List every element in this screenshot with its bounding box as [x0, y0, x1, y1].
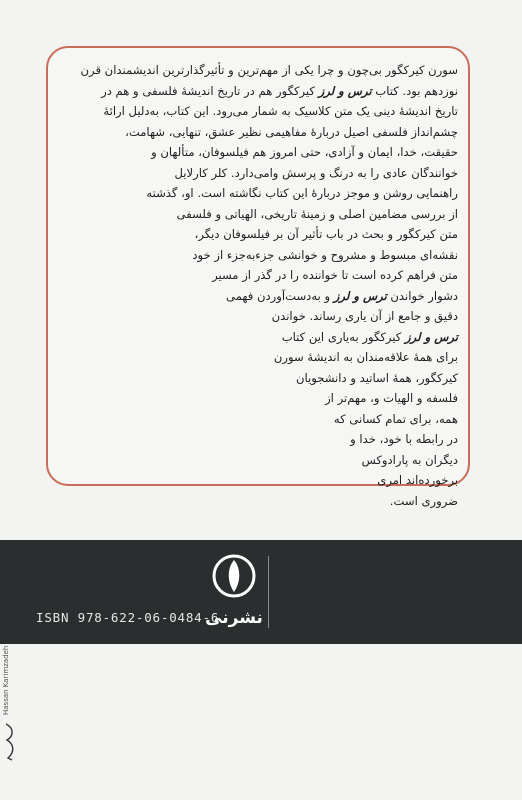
- blurb-line: از بررسی مضامین اصلی و زمینهٔ تاریخی، الهیاتی و فلسفی: [176, 206, 458, 221]
- blurb-text: [66, 60, 458, 511]
- blurb-line: دشوار خواندن ترس و لرز و به‌دست‌آوردن فهمی: [226, 288, 458, 303]
- blurb-line: همه، برای تمام کسانی که: [333, 411, 458, 426]
- blurb-line: ترس و لرز کیرکگور به‌یاری این کتاب: [281, 329, 458, 344]
- blurb-line: فلسفه و الهیات و، مهم‌تر از: [325, 391, 458, 405]
- designer-credit: Hassan Karimzadeh: [2, 645, 10, 715]
- designer-signature-icon: [2, 722, 18, 762]
- blurb-line: متن کیرکگور و بحث در باب تأثیر آن بر فیلسوفان دیگر،: [194, 227, 458, 241]
- blurb-line: راهنمایی روشن و موجز دربارهٔ این کتاب نگاشته است. او، گذشته: [146, 186, 458, 200]
- blurb-line: تاریخ اندیشهٔ دینی یک متن کلاسیک به شمار می‌رود. این کتاب، به‌دلیل ارائهٔ: [103, 104, 458, 118]
- blurb-line: ضروری است.: [389, 493, 458, 508]
- blurb-line: دیگران به پارادوکس: [361, 452, 458, 467]
- blurb-line: چشم‌انداز فلسفی اصیل دربارهٔ مفاهیمی نظیر عشق، تنهایی، شهامت،: [125, 124, 458, 139]
- blurb-line: در رابطه با خود، خدا و: [350, 432, 458, 446]
- blurb-line: نوزدهم بود. کتاب ترس و لرز کیرکگور هم در تاریخ اندیشهٔ فلسفی و هم در: [101, 83, 458, 98]
- blurb-line: نقشه‌ای مبسوط و مشروح و خوانشی جزءبه‌جزء از خود: [192, 247, 458, 262]
- blurb-line: خوانندگان عادی را به درنگ و پرسش وامی‌دارد. کلر کارلایل: [174, 165, 458, 180]
- publisher-name: نشرنی: [205, 608, 263, 628]
- band-divider: [268, 556, 269, 628]
- blurb-line: برای همهٔ علاقه‌مندان به اندیشهٔ سورن: [273, 350, 458, 364]
- blurb-line: سورن کیرکگور بی‌چون و چرا یکی از مهم‌ترین و تأثیرگذارترین اندیشمندان قرن: [80, 63, 458, 77]
- blurb-line: کیرکگور، همهٔ اساتید و دانشجویان: [295, 370, 458, 385]
- blurb-line: متن فراهم کرده است تا خواننده را در گذر از مسیر: [212, 268, 458, 282]
- publisher-band: [0, 540, 522, 644]
- isbn-number: ISBN 978-622-06-0484-6: [36, 610, 220, 625]
- blurb-line: دقیق و جامع از آن یاری رساند. خواندن: [271, 309, 458, 323]
- blurb-line: برخورده‌اند امری: [377, 473, 458, 487]
- blurb-line: حقیقت، خدا، ایمان و آزادی، حتی امروز هم فیلسوفان، متألهان و: [151, 145, 458, 159]
